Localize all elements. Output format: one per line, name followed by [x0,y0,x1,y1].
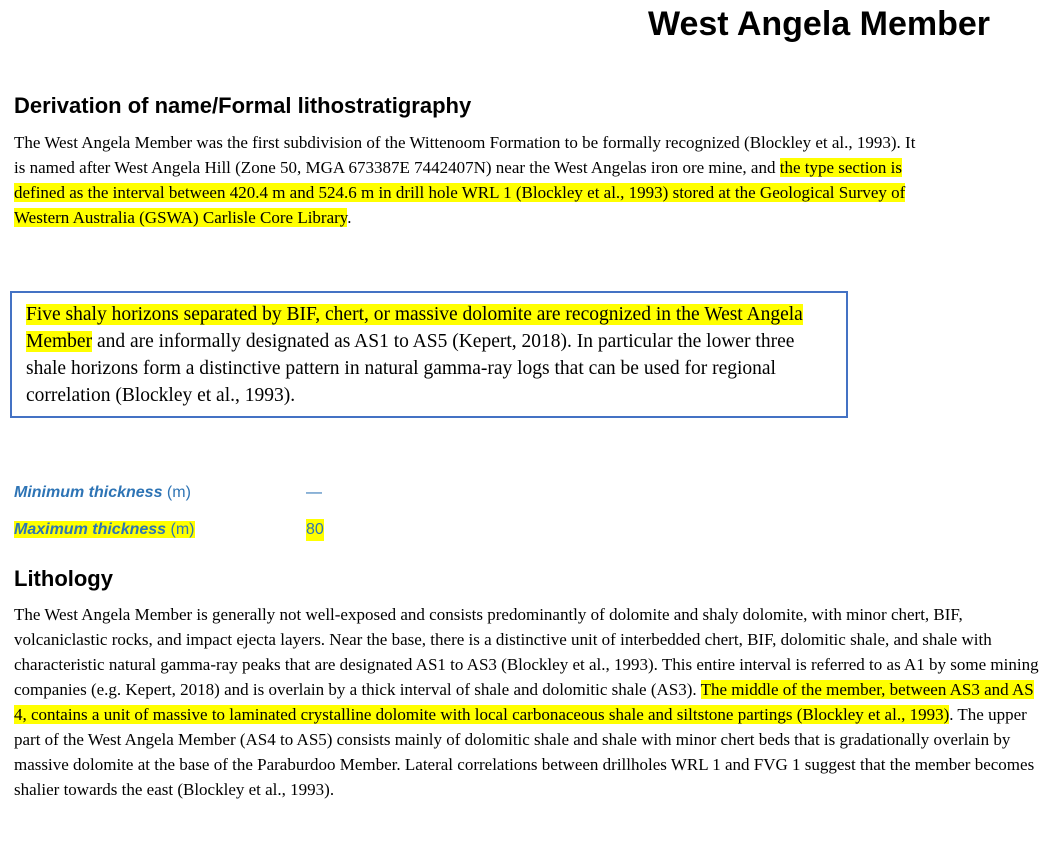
maximum-thickness-row [14,519,324,541]
lithology-text-2: . The upper part of the West Angela Member (AS4 to AS5) consists mainly of dolomitic shale and shale with minor chert beds that is gradationally overlain by massive dolomite at the base of the Paraburdoo Member. Lateral correlations between drillholes WRL 1 and FVG 1 suggest that the member becomes shalier towards the east (Blockley et al., 1993). [14,705,1035,799]
minimum-thickness-row [14,482,322,504]
minimum-thickness-value: — [306,484,322,501]
lithology-highlighted-text: The middle of the member, between AS3 and AS 4, contains a unit of massive to laminated crystalline dolomite with local carbonaceous shale and siltstone partings (Blockley et al., 1993) [14,680,1034,724]
lithology-text-1: The West Angela Member is generally not well-exposed and consists predominantly of dolomite and shaly dolomite, with minor chert, BIF, volcaniclastic rocks, and impact ejecta layers. Near the base, there is a distinctive unit of interbedded chert, BIF, dolomitic shale, and shale with characteristic natural gamma-ray peaks that are designated AS1 to AS3 (Blockley et al., 1993). This entire interval is referred to as A1 by some mining companies (e.g. Kepert, 2018) and is overlain by a thick interval of shale and dolomitic shale (AS3). [14,605,1039,699]
callout-highlighted-text: Five shaly horizons separated by BIF, chert, or massive dolomite are recognized in the West Angela Member [26,304,803,352]
derivation-paragraph [14,130,924,230]
derivation-heading: Derivation of name/Formal lithostratigraphy [14,93,472,118]
derivation-text-2: . [347,208,352,227]
derivation-highlighted-text: the type section is defined as the interval between 420.4 m and 524.6 m in drill hole WRL 1 (Blockley et al., 1993) stored at the Geological Survey of Western Australia (GSWA) Carlisle Core Library [14,158,906,227]
page-title: West Angela Member [648,5,990,43]
minimum-thickness-label: Minimum thickness (m) [14,484,191,501]
maximum-thickness-label: Maximum thickness (m) [14,521,195,538]
derivation-text-1: The West Angela Member was the first subdivision of the Wittenoom Formation to be formally recognized (Blockley et al., 1993). It is named after West Angela Hill (Zone 50, MGA 673387E 7442407N) near the West Angelas iron ore mine, and [14,133,916,177]
lithology-heading: Lithology [14,566,113,591]
shaly-horizons-callout-box [10,291,848,418]
maximum-thickness-value: 80 [306,519,324,541]
lithology-paragraph [14,602,1044,802]
callout-text: and are informally designated as AS1 to AS5 (Kepert, 2018). In particular the lower three shale horizons form a distinctive pattern in natural gamma-ray logs that can be used for regional correlation (Blockley et al., 1993). [26,331,795,406]
